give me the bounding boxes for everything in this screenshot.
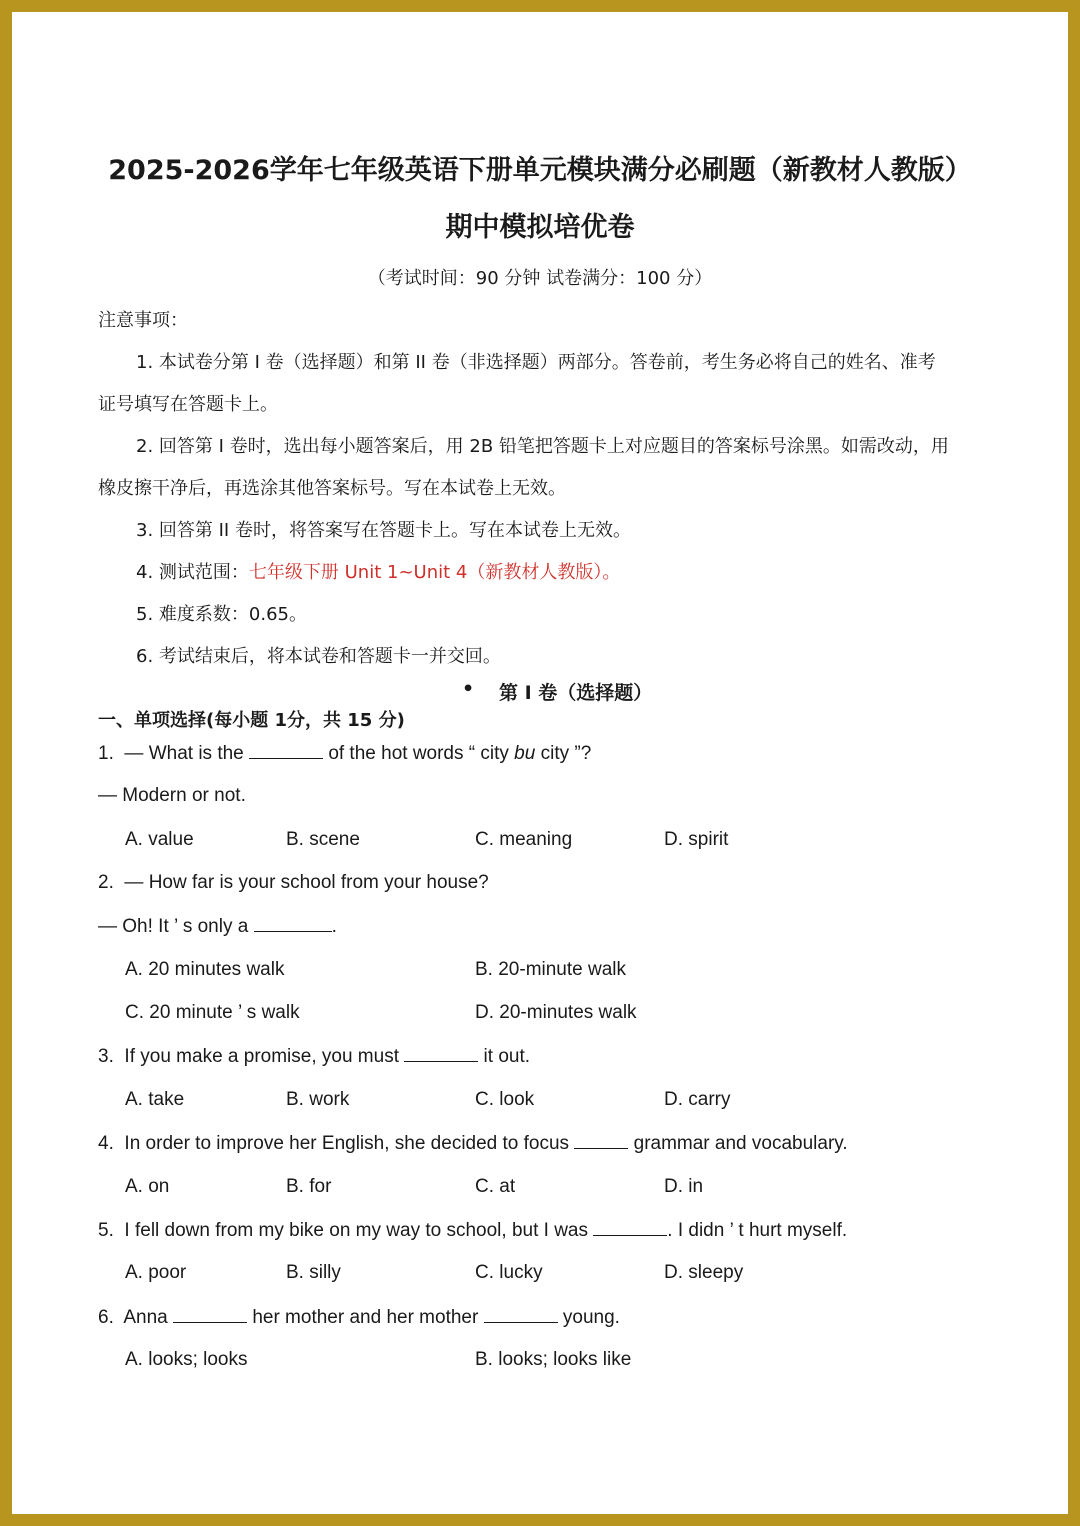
note-4-scope: 七年级下册 Unit 1~Unit 4（新教材人教版）。 xyxy=(248,562,621,583)
q6-option-a: A. looks; looks xyxy=(125,1349,248,1370)
q2-stem: — How far is your school from your house? xyxy=(124,872,489,893)
q4-number: 4. xyxy=(98,1133,114,1154)
q4-option-d: D. in xyxy=(664,1176,704,1197)
q4-stem-b: grammar and vocabulary. xyxy=(633,1133,848,1154)
q1-blank xyxy=(249,742,323,759)
q3-option-d: D. carry xyxy=(664,1089,731,1110)
q5-stem-b: . I didn ’ t hurt myself. xyxy=(667,1220,848,1241)
question-4-stem xyxy=(98,1132,848,1155)
exam-page xyxy=(12,12,1068,1514)
q2-blank xyxy=(254,915,332,932)
q3-option-b: B. work xyxy=(286,1089,350,1110)
volume-title: 第 I 卷（选择题） xyxy=(499,682,653,704)
note-4-prefix: 4. 测试范围： xyxy=(136,562,249,583)
question-1-stem xyxy=(98,742,591,765)
q2-option-b: B. 20-minute walk xyxy=(475,959,627,980)
q1-option-c: C. meaning xyxy=(475,829,573,850)
q5-number: 5. xyxy=(98,1220,114,1241)
q6-blank-1 xyxy=(173,1306,247,1323)
note-4 xyxy=(136,558,620,584)
q1-number: 1. xyxy=(98,743,114,764)
q1-option-a: A. value xyxy=(125,829,194,850)
q3-option-a: A. take xyxy=(125,1089,185,1110)
q3-stem-a: If you make a promise, you must xyxy=(124,1046,399,1067)
q5-option-d: D. sleepy xyxy=(664,1262,744,1283)
part-title: 一、单项选择(每小题 1分，共 15 分) xyxy=(98,710,405,731)
q4-stem-a: In order to improve her English, she decided to focus xyxy=(124,1133,570,1154)
question-3-stem xyxy=(98,1045,530,1068)
exam-info: （考试时间：90 分钟 试卷满分：100 分） xyxy=(367,268,713,289)
q2-option-c: C. 20 minute ’ s walk xyxy=(125,1002,300,1023)
q1-stem-a: — What is the xyxy=(124,743,244,764)
note-1-line1: 1. 本试卷分第 I 卷（选择题）和第 II 卷（非选择题）两部分。答卷前，考生务必将自己的姓名、准考 xyxy=(136,352,936,373)
q6-blank-2 xyxy=(484,1306,558,1323)
q4-option-c: C. at xyxy=(475,1176,516,1197)
note-2-line2: 橡皮擦干净后，再选涂其他答案标号。写在本试卷上无效。 xyxy=(98,478,566,499)
q3-option-c: C. look xyxy=(475,1089,535,1110)
q5-option-a: A. poor xyxy=(125,1262,187,1283)
q2-option-d: D. 20-minutes walk xyxy=(475,1002,637,1023)
notes-heading: 注意事项： xyxy=(98,310,188,331)
q2-option-a: A. 20 minutes walk xyxy=(125,959,285,980)
q1-option-d: D. spirit xyxy=(664,829,729,850)
q2-line2 xyxy=(98,915,337,938)
note-3: 3. 回答第 II 卷时，将答案写在答题卡上。写在本试卷上无效。 xyxy=(136,520,631,541)
q4-blank xyxy=(574,1132,628,1149)
q6-number: 6. xyxy=(98,1307,114,1328)
q2-line2-b: . xyxy=(331,916,337,937)
q5-blank xyxy=(593,1219,667,1236)
q1-stem-italic: bu xyxy=(514,743,536,764)
q1-stem-c: city ”? xyxy=(540,743,592,764)
q6-stem-a: Anna xyxy=(123,1307,168,1328)
q1-line2: — Modern or not. xyxy=(98,785,246,806)
q5-option-b: B. silly xyxy=(286,1262,341,1283)
q3-blank xyxy=(404,1045,478,1062)
q3-number: 3. xyxy=(98,1046,114,1067)
q6-option-b: B. looks; looks like xyxy=(475,1349,632,1370)
bullet-icon: • xyxy=(462,678,475,700)
note-1-line2: 证号填写在答题卡上。 xyxy=(98,394,278,415)
q1-stem-b: of the hot words “ city xyxy=(328,743,509,764)
q1-option-b: B. scene xyxy=(286,829,360,850)
q5-stem-a: I fell down from my bike on my way to school, but I was xyxy=(124,1220,588,1241)
q4-option-b: B. for xyxy=(286,1176,332,1197)
question-6-stem xyxy=(98,1306,620,1329)
title-line2: 期中模拟培优卷 xyxy=(445,212,635,243)
note-6: 6. 考试结束后，将本试卷和答题卡一并交回。 xyxy=(136,646,501,667)
question-2-stem xyxy=(98,872,489,894)
q2-line2-a: — Oh! It ’ s only a xyxy=(98,916,249,937)
q2-number: 2. xyxy=(98,872,114,893)
q4-option-a: A. on xyxy=(125,1176,170,1197)
q6-stem-b: her mother and her mother xyxy=(252,1307,479,1328)
q3-stem-b: it out. xyxy=(483,1046,531,1067)
note-2-line1: 2. 回答第 I 卷时，选出每小题答案后，用 2B 铅笔把答题卡上对应题目的答案标号涂黑。如需改动，用 xyxy=(136,436,949,457)
q6-stem-c: young. xyxy=(562,1307,620,1328)
q5-option-c: C. lucky xyxy=(475,1262,543,1283)
note-5: 5. 难度系数：0.65。 xyxy=(136,604,307,625)
question-5-stem xyxy=(98,1219,847,1242)
title-line1: 2025-2026学年七年级英语下册单元模块满分必刷题（新教材人教版） xyxy=(108,155,972,186)
